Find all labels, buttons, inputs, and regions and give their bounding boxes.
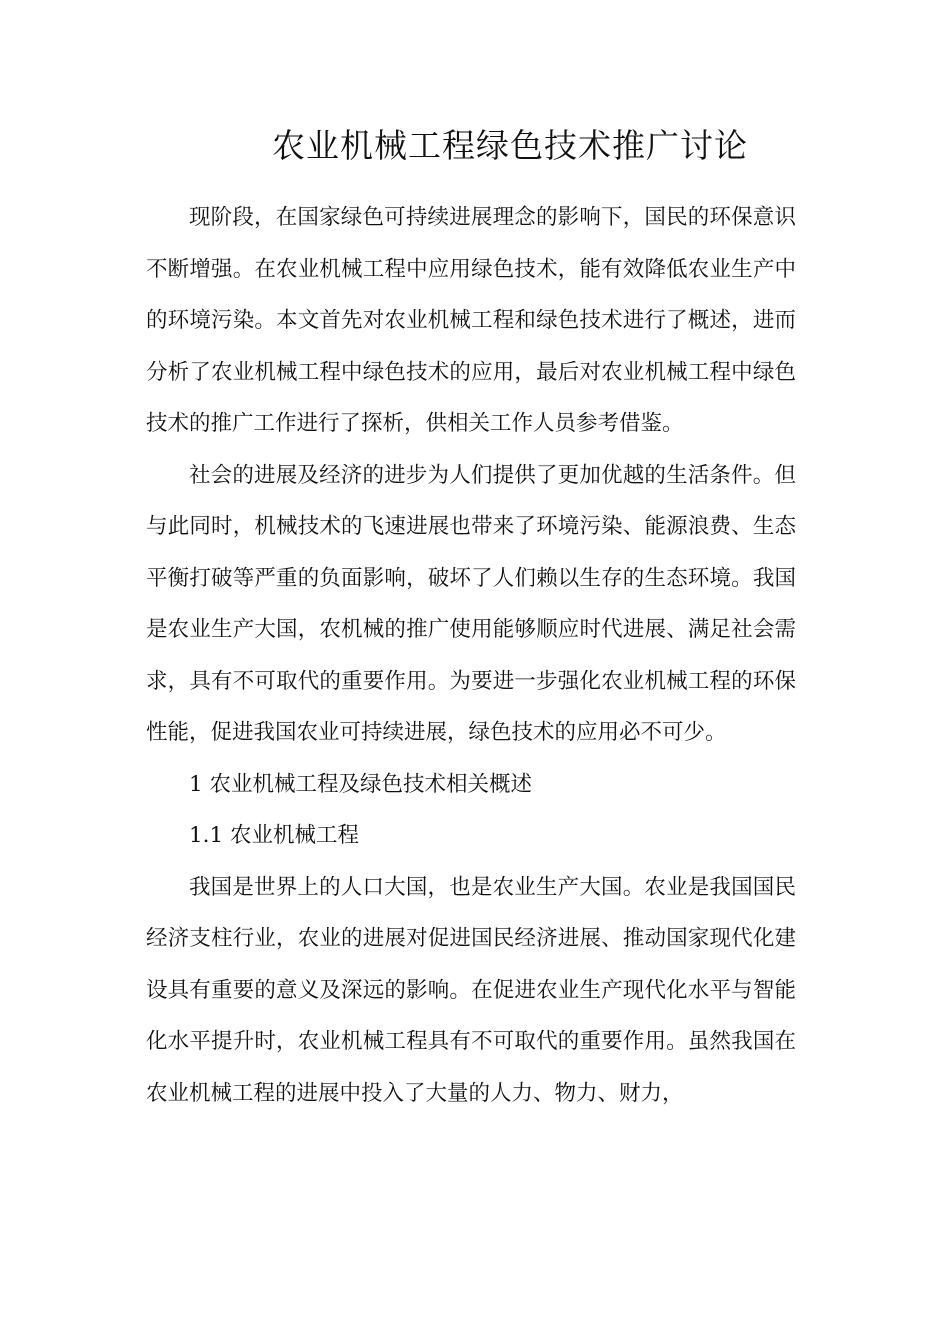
section-heading-1: 1 农业机械工程及绿色技术相关概述: [189, 771, 533, 797]
document-body: [146, 192, 796, 1119]
paragraph-abstract: 现阶段，在国家绿色可持续进展理念的影响下，国民的环保意识不断增强。在农业机械工程中应用绿色技术，能有效降低农业生产中的环境污染。本文首先对农业机械工程和绿色技术进行了概述，进而分析了农业机械工程中绿色技术的应用，最后对农业机械工程中绿色技术的推广工作进行了探析，供相关工作人员参考借鉴。: [146, 205, 796, 436]
paragraph-section-1-1: 我国是世界上的人口大国，也是农业生产大国。农业是我国国民经济支柱行业，农业的进展对促进国民经济进展、推动国家现代化建设具有重要的意义及深远的影响。在促进农业生产现代化水平与智能化水平提升时，农业机械工程具有不可取代的重要作用。虽然我国在农业机械工程的进展中投入了大量的人力、物力、财力，: [146, 874, 796, 1106]
paragraph-introduction: 社会的进展及经济的进步为人们提供了更加优越的生活条件。但与此同时，机械技术的飞速进展也带来了环境污染、能源浪费、生态平衡打破等严重的负面影响，破坏了人们赖以生存的生态环境。我国是农业生产大国，农机械的推广使用能够顺应时代进展、满足社会需求，具有不可取代的重要作用。为要进一步强化农业机械工程的环保性能，促进我国农业可持续进展，绿色技术的应用必不可少。: [146, 462, 796, 745]
subsection-heading-1-1: 1.1 农业机械工程: [189, 823, 360, 848]
document-title: 农业机械工程绿色技术推广讨论: [272, 126, 748, 165]
